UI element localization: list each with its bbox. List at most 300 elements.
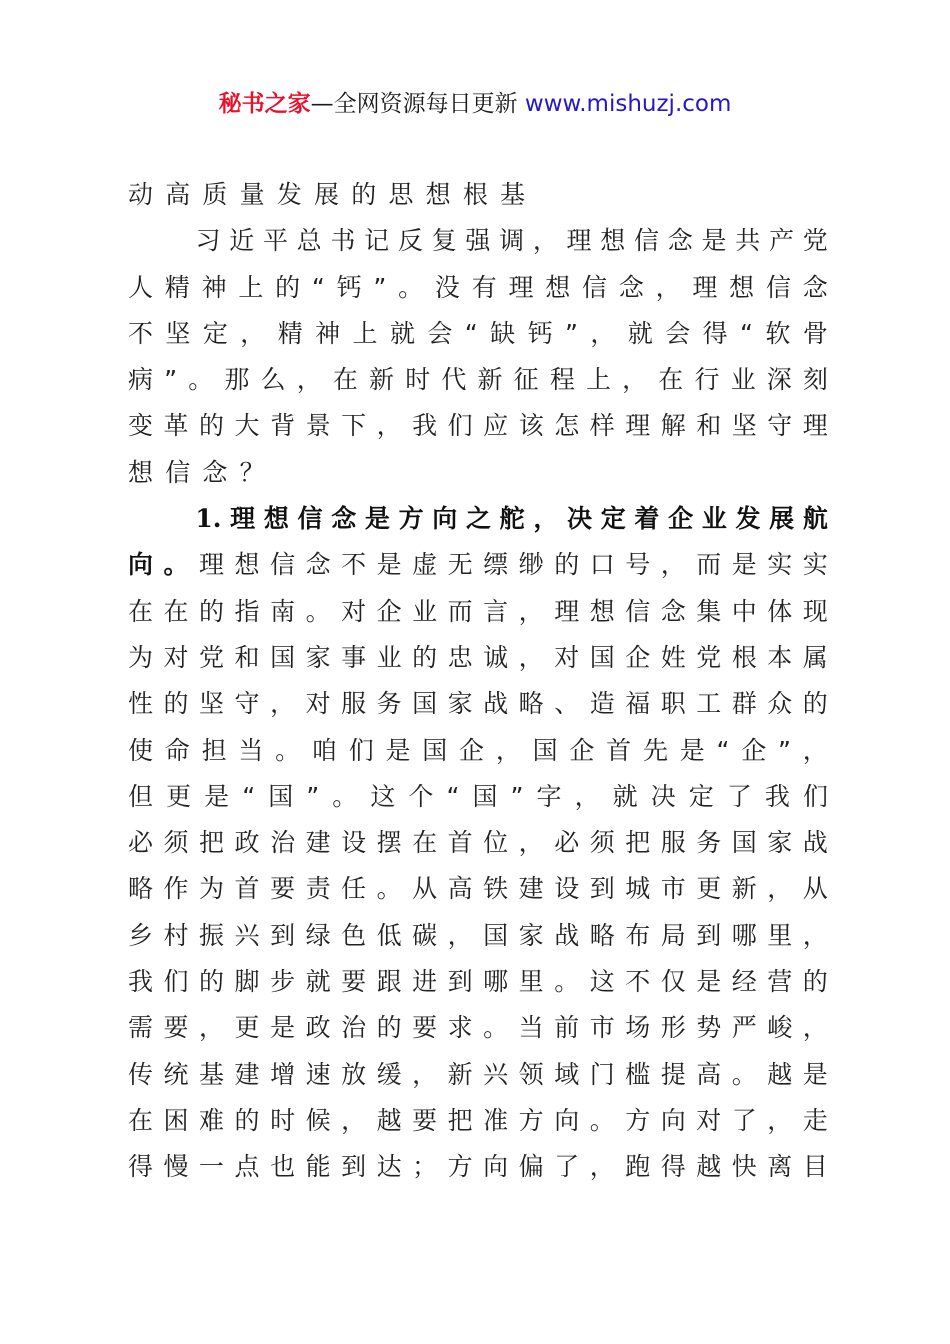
text-char: 摆 xyxy=(376,828,402,858)
text-char: 想 xyxy=(128,457,154,487)
text-char: ， xyxy=(622,365,648,395)
text-char: 候 xyxy=(305,1105,331,1135)
text-char: ， xyxy=(533,504,559,534)
text-char: 到 xyxy=(696,920,722,950)
text-char: 要 xyxy=(341,967,367,997)
text-char: 就 xyxy=(612,781,638,811)
text-char: 须 xyxy=(589,828,615,858)
text-char: 记 xyxy=(364,226,390,256)
text-char: 现 xyxy=(802,596,828,626)
text-char: 命 xyxy=(164,735,190,765)
text-char: 低 xyxy=(376,920,402,950)
text-char: 战 xyxy=(554,920,580,950)
text-char: 先 xyxy=(642,735,668,765)
text-char: 向 xyxy=(660,1105,686,1135)
text-char: 到 xyxy=(447,967,473,997)
text-char: 景 xyxy=(305,411,331,441)
text-char: 这 xyxy=(370,781,396,811)
text-char: 念 xyxy=(305,550,331,580)
text-char: 碳 xyxy=(412,920,438,950)
text-char: ， xyxy=(589,1152,615,1182)
text-char: 市 xyxy=(589,1013,615,1043)
text-char: 。 xyxy=(305,596,331,626)
text-char: 的 xyxy=(199,411,225,441)
text-char: 政 xyxy=(305,1013,331,1043)
text-char: 就 xyxy=(305,967,331,997)
text-char: ， xyxy=(447,920,473,950)
text-char: 的 xyxy=(376,1013,402,1043)
text-char: ， xyxy=(240,318,266,348)
text-char: 定 xyxy=(600,504,626,534)
text-char: 形 xyxy=(660,1013,686,1043)
text-char: 家 xyxy=(767,828,793,858)
text-char: 基 xyxy=(199,1059,225,1089)
text-char: 向 xyxy=(128,550,154,580)
text-char: 。 xyxy=(332,781,358,811)
text-char: ” xyxy=(164,365,178,395)
text-char: 想 xyxy=(729,272,755,302)
text-char: 国 xyxy=(412,689,438,719)
text-char: 决 xyxy=(650,781,676,811)
text-char: 我 xyxy=(412,411,438,441)
text-char: 使 xyxy=(128,735,154,765)
text-char: 城 xyxy=(625,874,651,904)
text-char: 的 xyxy=(412,642,438,672)
text-char: 根 xyxy=(731,642,757,672)
text-char: 虚 xyxy=(412,550,438,580)
text-char: 是 xyxy=(802,1059,828,1089)
text-char: 念 xyxy=(802,272,828,302)
text-char: 的 xyxy=(199,596,225,626)
text-char: 高 xyxy=(447,874,473,904)
text-char: 一 xyxy=(199,1152,225,1182)
text-char: “ xyxy=(464,318,478,348)
text-line xyxy=(128,728,828,774)
text-char: 了 xyxy=(726,781,752,811)
text-char: 航 xyxy=(802,504,828,534)
text-char: 当 xyxy=(518,1013,544,1043)
text-char: 方 xyxy=(625,1105,651,1135)
text-line xyxy=(128,774,828,820)
text-char: 点 xyxy=(234,1152,260,1182)
text-char: 越 xyxy=(376,1105,402,1135)
text-char: 是 xyxy=(696,967,722,997)
text-char: 对 xyxy=(305,689,331,719)
text-char: 治 xyxy=(341,1013,367,1043)
text-char: 职 xyxy=(660,689,686,719)
text-line xyxy=(128,1005,828,1051)
text-char: 个 xyxy=(408,781,434,811)
text-char: 国 xyxy=(472,781,498,811)
text-char: 市 xyxy=(660,874,686,904)
text-char: 高 xyxy=(165,180,191,209)
text-char: 有 xyxy=(471,272,497,302)
text-char: 而 xyxy=(447,596,473,626)
text-char: 上 xyxy=(585,365,611,395)
text-char: 理 xyxy=(566,226,592,256)
text-char: 理 xyxy=(199,550,225,580)
text-char: 根 xyxy=(462,180,488,209)
text-char: 是 xyxy=(376,550,402,580)
text-char: 理 xyxy=(802,411,828,441)
text-char: 精 xyxy=(277,318,303,348)
text-char: 峻 xyxy=(767,1013,793,1043)
text-char: 哪 xyxy=(483,967,509,997)
text-char: 兴 xyxy=(234,920,260,950)
text-char: 想 xyxy=(263,504,289,534)
text-char: 国 xyxy=(422,735,448,765)
text-char: 在 xyxy=(128,1105,154,1135)
text-char: 是 xyxy=(731,550,757,580)
text-char: ” xyxy=(778,735,791,765)
text-char: 守 xyxy=(234,689,260,719)
text-char: 。 xyxy=(731,1059,757,1089)
text-char: 量 xyxy=(239,180,265,209)
text-char: 建 xyxy=(305,828,331,858)
text-char: 需 xyxy=(128,1013,154,1043)
text-char: 南 xyxy=(270,596,296,626)
text-char: 应 xyxy=(483,411,509,441)
text-char: 对 xyxy=(696,1105,722,1135)
text-char: 们 xyxy=(348,735,374,765)
text-char: 向 xyxy=(432,504,458,534)
text-char: 们 xyxy=(447,411,473,441)
text-char: 的 xyxy=(275,272,301,302)
text-char: 布 xyxy=(625,920,651,950)
text-char: “ xyxy=(242,781,256,811)
text-char: 调 xyxy=(499,226,525,256)
text-char: 作 xyxy=(163,874,189,904)
text-line xyxy=(128,496,828,542)
text-char: 的 xyxy=(199,967,225,997)
text-line xyxy=(128,1052,828,1098)
site-header xyxy=(0,88,950,120)
text-line xyxy=(128,820,828,866)
text-char: 动 xyxy=(128,180,154,209)
text-char: 时 xyxy=(270,1105,296,1135)
text-char: 近 xyxy=(229,226,255,256)
text-char: 里 xyxy=(767,920,793,950)
text-char: 质 xyxy=(202,180,228,209)
text-char: 哪 xyxy=(731,920,757,950)
text-char: 新 xyxy=(447,1059,473,1089)
text-char: 严 xyxy=(731,1013,757,1043)
text-char: 。 xyxy=(398,272,424,302)
text-char: 振 xyxy=(199,920,225,950)
text-char: 业 xyxy=(376,642,402,672)
text-char: 革 xyxy=(163,411,189,441)
text-char: 把 xyxy=(447,1105,473,1135)
text-char: 忠 xyxy=(447,642,473,672)
text-line xyxy=(128,681,828,727)
text-char: 基 xyxy=(500,180,526,209)
text-char: 精 xyxy=(164,272,190,302)
text-char: 必 xyxy=(128,828,154,858)
text-char: 们 xyxy=(802,781,828,811)
text-char: 色 xyxy=(341,920,367,950)
text-line xyxy=(128,635,828,681)
text-char: 实 xyxy=(767,550,793,580)
text-char: 的 xyxy=(163,689,189,719)
text-char: 慢 xyxy=(163,1152,189,1182)
text-char: ， xyxy=(767,1105,793,1135)
text-char: 务 xyxy=(376,689,402,719)
text-char: ， xyxy=(495,735,521,765)
text-char: 解 xyxy=(660,411,686,441)
text-char: 铁 xyxy=(483,874,509,904)
text-char: 人 xyxy=(128,272,154,302)
text-char: 定 xyxy=(202,318,228,348)
text-char: 言 xyxy=(483,596,509,626)
text-char: 困 xyxy=(163,1105,189,1135)
text-char: 发 xyxy=(735,504,761,534)
text-char: 从 xyxy=(802,874,828,904)
text-char: 而 xyxy=(696,550,722,580)
text-char: 进 xyxy=(412,967,438,997)
text-char: 跑 xyxy=(625,1152,651,1182)
text-char: 深 xyxy=(766,365,792,395)
text-char: 思 xyxy=(388,180,414,209)
text-char: 事 xyxy=(341,642,367,672)
text-char: 传 xyxy=(128,1059,154,1089)
text-char: 念 xyxy=(660,596,686,626)
text-char: 方 xyxy=(447,1152,473,1182)
text-char: 方 xyxy=(518,1105,544,1135)
text-char: 放 xyxy=(341,1059,367,1089)
text-char: 守 xyxy=(767,411,793,441)
text-char: 缺 xyxy=(490,318,516,348)
text-char: 在 xyxy=(332,365,358,395)
text-char: 指 xyxy=(234,596,260,626)
text-char: 刻 xyxy=(802,365,828,395)
text-char: 是 xyxy=(701,226,727,256)
text-char: 家 xyxy=(305,642,331,672)
text-char: 国 xyxy=(483,920,509,950)
text-char: 目 xyxy=(802,1152,828,1182)
text-char: 的 xyxy=(802,967,828,997)
indent-space xyxy=(162,496,187,542)
text-char: 是 xyxy=(364,504,390,534)
text-char: 企 xyxy=(668,504,694,534)
text-char: ， xyxy=(270,689,296,719)
text-char: 任 xyxy=(341,874,367,904)
text-char: ， xyxy=(660,550,686,580)
text-char: 位 xyxy=(483,828,509,858)
text-char: 在 xyxy=(412,828,438,858)
text-char: 工 xyxy=(696,689,722,719)
text-char: 的 xyxy=(351,180,377,209)
text-line xyxy=(128,403,828,449)
text-char: 信 xyxy=(165,457,191,487)
text-char: 之 xyxy=(465,504,491,534)
text-char: 。 xyxy=(188,365,214,395)
text-char: 党 xyxy=(199,642,225,672)
text-char: 号 xyxy=(625,550,651,580)
text-char: 想 xyxy=(545,272,571,302)
text-char: 习 xyxy=(195,226,221,256)
text-char: 书 xyxy=(330,226,356,256)
text-char: 我 xyxy=(764,781,790,811)
text-char: 上 xyxy=(352,318,378,348)
text-char: 想 xyxy=(425,180,451,209)
text-char: 会 xyxy=(665,318,691,348)
text-char: 属 xyxy=(802,642,828,672)
text-char: 对 xyxy=(554,642,580,672)
text-char: ， xyxy=(199,1013,225,1043)
text-char: 上 xyxy=(238,272,264,302)
text-char: 时 xyxy=(405,365,431,395)
text-char: 福 xyxy=(625,689,651,719)
text-char: 行 xyxy=(694,365,720,395)
text-char: 信 xyxy=(625,596,651,626)
text-char: ” xyxy=(306,781,320,811)
text-char: 略 xyxy=(518,689,544,719)
text-char: 理 xyxy=(692,272,718,302)
text-char: 业 xyxy=(730,365,756,395)
text-line xyxy=(128,172,828,218)
text-char: 信 xyxy=(634,226,660,256)
text-char: 求 xyxy=(447,1013,473,1043)
text-char: 决 xyxy=(567,504,593,534)
text-line xyxy=(128,218,828,264)
text-char: 想 xyxy=(589,596,615,626)
text-char: 要 xyxy=(412,1105,438,1135)
text-char: 槛 xyxy=(625,1059,651,1089)
text-char: 领 xyxy=(518,1059,544,1089)
text-char: 想 xyxy=(600,226,626,256)
text-char: 业 xyxy=(412,596,438,626)
document-body xyxy=(128,172,828,1191)
text-char: 家 xyxy=(518,920,544,950)
text-char: 党 xyxy=(802,226,828,256)
text-char: ， xyxy=(655,272,681,302)
text-char: 不 xyxy=(128,318,154,348)
text-line xyxy=(128,959,828,1005)
text-char: 业 xyxy=(701,504,727,534)
text-char: 得 xyxy=(128,1152,154,1182)
text-char: 战 xyxy=(802,828,828,858)
text-line xyxy=(128,357,828,403)
text-char: 是 xyxy=(385,735,411,765)
text-line xyxy=(128,589,828,635)
text-char: 理 xyxy=(554,596,580,626)
text-char: 了 xyxy=(731,1105,757,1135)
text-char: 得 xyxy=(660,1152,686,1182)
text-char: 须 xyxy=(163,828,189,858)
text-char: 、 xyxy=(554,689,580,719)
text-char: 服 xyxy=(660,828,686,858)
text-char: 了 xyxy=(554,1152,580,1182)
text-char: 对 xyxy=(341,596,367,626)
text-char: 场 xyxy=(625,1013,651,1043)
text-char: 不 xyxy=(341,550,367,580)
text-line xyxy=(128,542,828,588)
text-char: 企 xyxy=(625,642,651,672)
text-char: 经 xyxy=(731,967,757,997)
text-char: 为 xyxy=(128,642,154,672)
text-char: 当 xyxy=(238,735,264,765)
text-char: ， xyxy=(518,596,544,626)
text-char: 到 xyxy=(341,1152,367,1182)
text-char: 信 xyxy=(582,272,608,302)
text-char: 坚 xyxy=(199,689,225,719)
text-char: ， xyxy=(590,318,616,348)
text-char: 营 xyxy=(767,967,793,997)
text-char: 企 xyxy=(569,735,595,765)
text-char: 新 xyxy=(477,365,503,395)
text-char: 新 xyxy=(731,874,757,904)
text-char: 能 xyxy=(305,1152,331,1182)
text-char: 但 xyxy=(128,781,154,811)
text-char: 的 xyxy=(234,1105,260,1135)
text-char: 怎 xyxy=(554,411,580,441)
text-char: ” xyxy=(510,781,524,811)
text-char: 。 xyxy=(589,1105,615,1135)
text-char: 产 xyxy=(768,226,794,256)
text-char: 神 xyxy=(201,272,227,302)
text-char: 想 xyxy=(234,550,260,580)
text-char: 在 xyxy=(163,596,189,626)
text-char: 字 xyxy=(536,781,562,811)
text-char: 总 xyxy=(296,226,322,256)
text-char: 绿 xyxy=(305,920,331,950)
text-char: 无 xyxy=(447,550,473,580)
text-char: 没 xyxy=(434,272,460,302)
text-char: ， xyxy=(341,1105,367,1135)
text-char: 国 xyxy=(270,642,296,672)
text-char: 速 xyxy=(305,1059,331,1089)
text-char: 提 xyxy=(660,1059,686,1089)
text-char: 向 xyxy=(483,1152,509,1182)
indent-space xyxy=(128,496,153,542)
text-char: 在 xyxy=(128,596,154,626)
text-char: 该 xyxy=(518,411,544,441)
text-char: 发 xyxy=(276,180,302,209)
text-char: 共 xyxy=(735,226,761,256)
text-char: 新 xyxy=(369,365,395,395)
text-char: 乡 xyxy=(128,920,154,950)
text-char: 势 xyxy=(696,1013,722,1043)
text-char: 为 xyxy=(199,874,225,904)
text-char: 更 xyxy=(234,1013,260,1043)
text-char: 中 xyxy=(731,596,757,626)
text-char: 不 xyxy=(625,967,651,997)
text-char: ， xyxy=(802,735,828,765)
text-char: 样 xyxy=(589,411,615,441)
text-char: 方 xyxy=(398,504,424,534)
text-char: ， xyxy=(296,365,322,395)
text-char: 建 xyxy=(518,874,544,904)
text-char: 软 xyxy=(765,318,791,348)
text-char: 理 xyxy=(625,411,651,441)
site-url[interactable]: www.mishuzj.com xyxy=(524,91,732,117)
text-char: 众 xyxy=(767,689,793,719)
text-char: ； xyxy=(412,1152,438,1182)
text-char: 们 xyxy=(163,967,189,997)
text-char: 更 xyxy=(696,874,722,904)
text-char: 设 xyxy=(554,874,580,904)
text-char: 群 xyxy=(731,689,757,719)
text-char: 国 xyxy=(532,735,558,765)
text-char: ” xyxy=(565,318,578,348)
text-char: 是 xyxy=(679,735,705,765)
text-char: 。 xyxy=(376,874,402,904)
text-char: 把 xyxy=(625,828,651,858)
text-char: 战 xyxy=(483,689,509,719)
text-char: 代 xyxy=(441,365,467,395)
text-char: 骨 xyxy=(802,318,828,348)
text-char: 更 xyxy=(166,781,192,811)
